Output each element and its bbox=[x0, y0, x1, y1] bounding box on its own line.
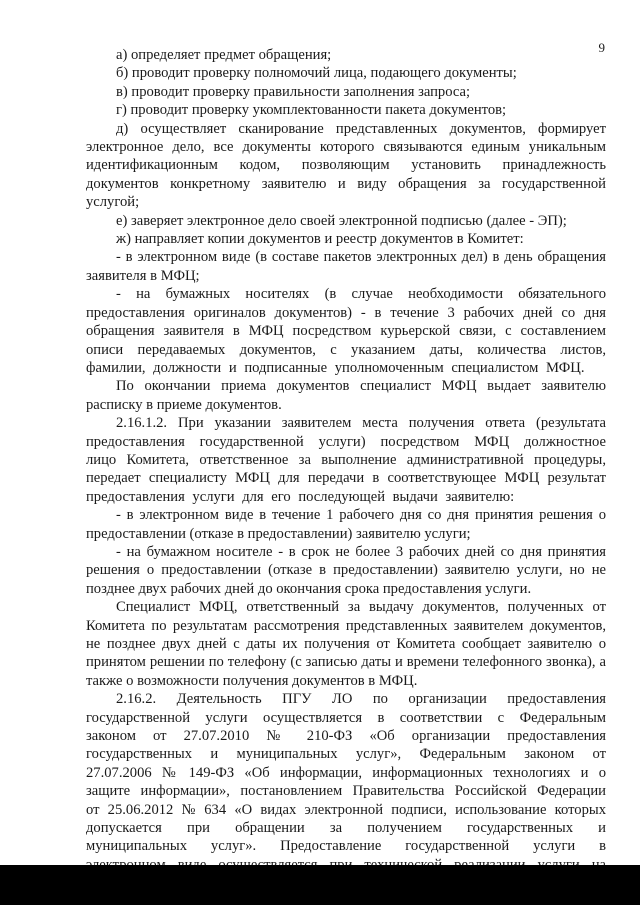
paragraph-2-16-2: 2.16.2. Деятельность ПГУ ЛО по организации предоставления государственной услуги осуществляется в соответствии с Федеральным законом от 27.07.2010 № 210-ФЗ «Об организации предоставления государственных и муниципальных услуг», Федеральным законом от 27.07.2006 № 149-ФЗ «Об информации, информационных технологиях и о защите информации», постановлением Правительства Российской Федерации от 25.06.2012 № 634 «О видах электронной подписи, использование которых допускается при обращении за получением государственных и муниципальных услуг». Предоставление государственной услуги в bbox=[86, 691, 606, 855]
scan-bottom-border bbox=[0, 865, 640, 905]
paragraph-a: а) определяет предмет обращения; bbox=[116, 47, 332, 63]
document-body bbox=[86, 46, 606, 893]
paragraph-specialist: Специалист МФЦ, ответственный за выдачу документов, полученных от Комитета по результатам рассмотрения представленных заявителем документов, не позднее двух дней с даты их получения от Комитета сообщает заявителю о принятом решении по телефону (с записью даты и времени телефонного звонка), а также о возможности получения документов в МФЦ. bbox=[86, 599, 606, 689]
paragraph-paper: - на бумажных носителях (в случае необходимости обязательного предоставления оригиналов документов) - в течение 3 рабочих дней со дня обращения заявителя в МФЦ посредством курьерской связи, с составлением описи передаваемых документов, с указанием даты, количества листов, фамилии, должности и подписанные уполномоченным специалистом МФЦ. bbox=[86, 286, 606, 376]
paragraph-receipt: По окончании приема документов специалист МФЦ выдает заявителю расписку в приеме документов. bbox=[86, 378, 606, 413]
page-number: 9 bbox=[598, 40, 605, 55]
paragraph-e: е) заверяет электронное дело своей электронной подписью (далее - ЭП); bbox=[116, 212, 567, 229]
paragraph-g: г) проводит проверку укомплектованности пакета документов; bbox=[116, 102, 507, 119]
paragraph-zh: ж) направляет копии документов и реестр документов в Комитет: bbox=[116, 231, 524, 248]
paragraph-b: б) проводит проверку полномочий лица, подающего документы; bbox=[116, 65, 517, 82]
paragraph-paper-result: - на бумажном носителе - в срок не более 3 рабочих дней со дня принятия решения о предоставлении (отказе в предоставлении) заявителю услуги, но не позднее двух рабочих дней до окончания срока предоставления услуги. bbox=[86, 543, 606, 597]
paragraph-d: д) осуществляет сканирование представленных документов, формирует электронное дело, все документы которого связываются единым уникальным идентификационным кодом, позволяющим установить принадлежность документов конкретному заявителю и виду обращения за государственной услугой; bbox=[86, 120, 606, 211]
paragraph-electronic: - в электронном виде (в составе пакетов электронных дел) в день обращения заявителя в МФЦ; bbox=[86, 249, 606, 284]
paragraph-electronic-result: - в электронном виде в течение 1 рабочего дня со дня принятия решения о предоставлении (отказе в предоставлении) заявителю услуги; bbox=[86, 507, 606, 542]
paragraph-v: в) проводит проверку правильности заполнения запроса; bbox=[116, 83, 471, 100]
paragraph-2-16-1-2: 2.16.1.2. При указании заявителем места получения ответа (результата предоставления государственной услуги) посредством МФЦ должностное лицо Комитета, ответственное за выполнение административной процедуры, передает специалисту МФЦ для передачи в соответствующее МФЦ результат предоставления услуги для его последующей выдачи заявителю: bbox=[86, 415, 606, 505]
